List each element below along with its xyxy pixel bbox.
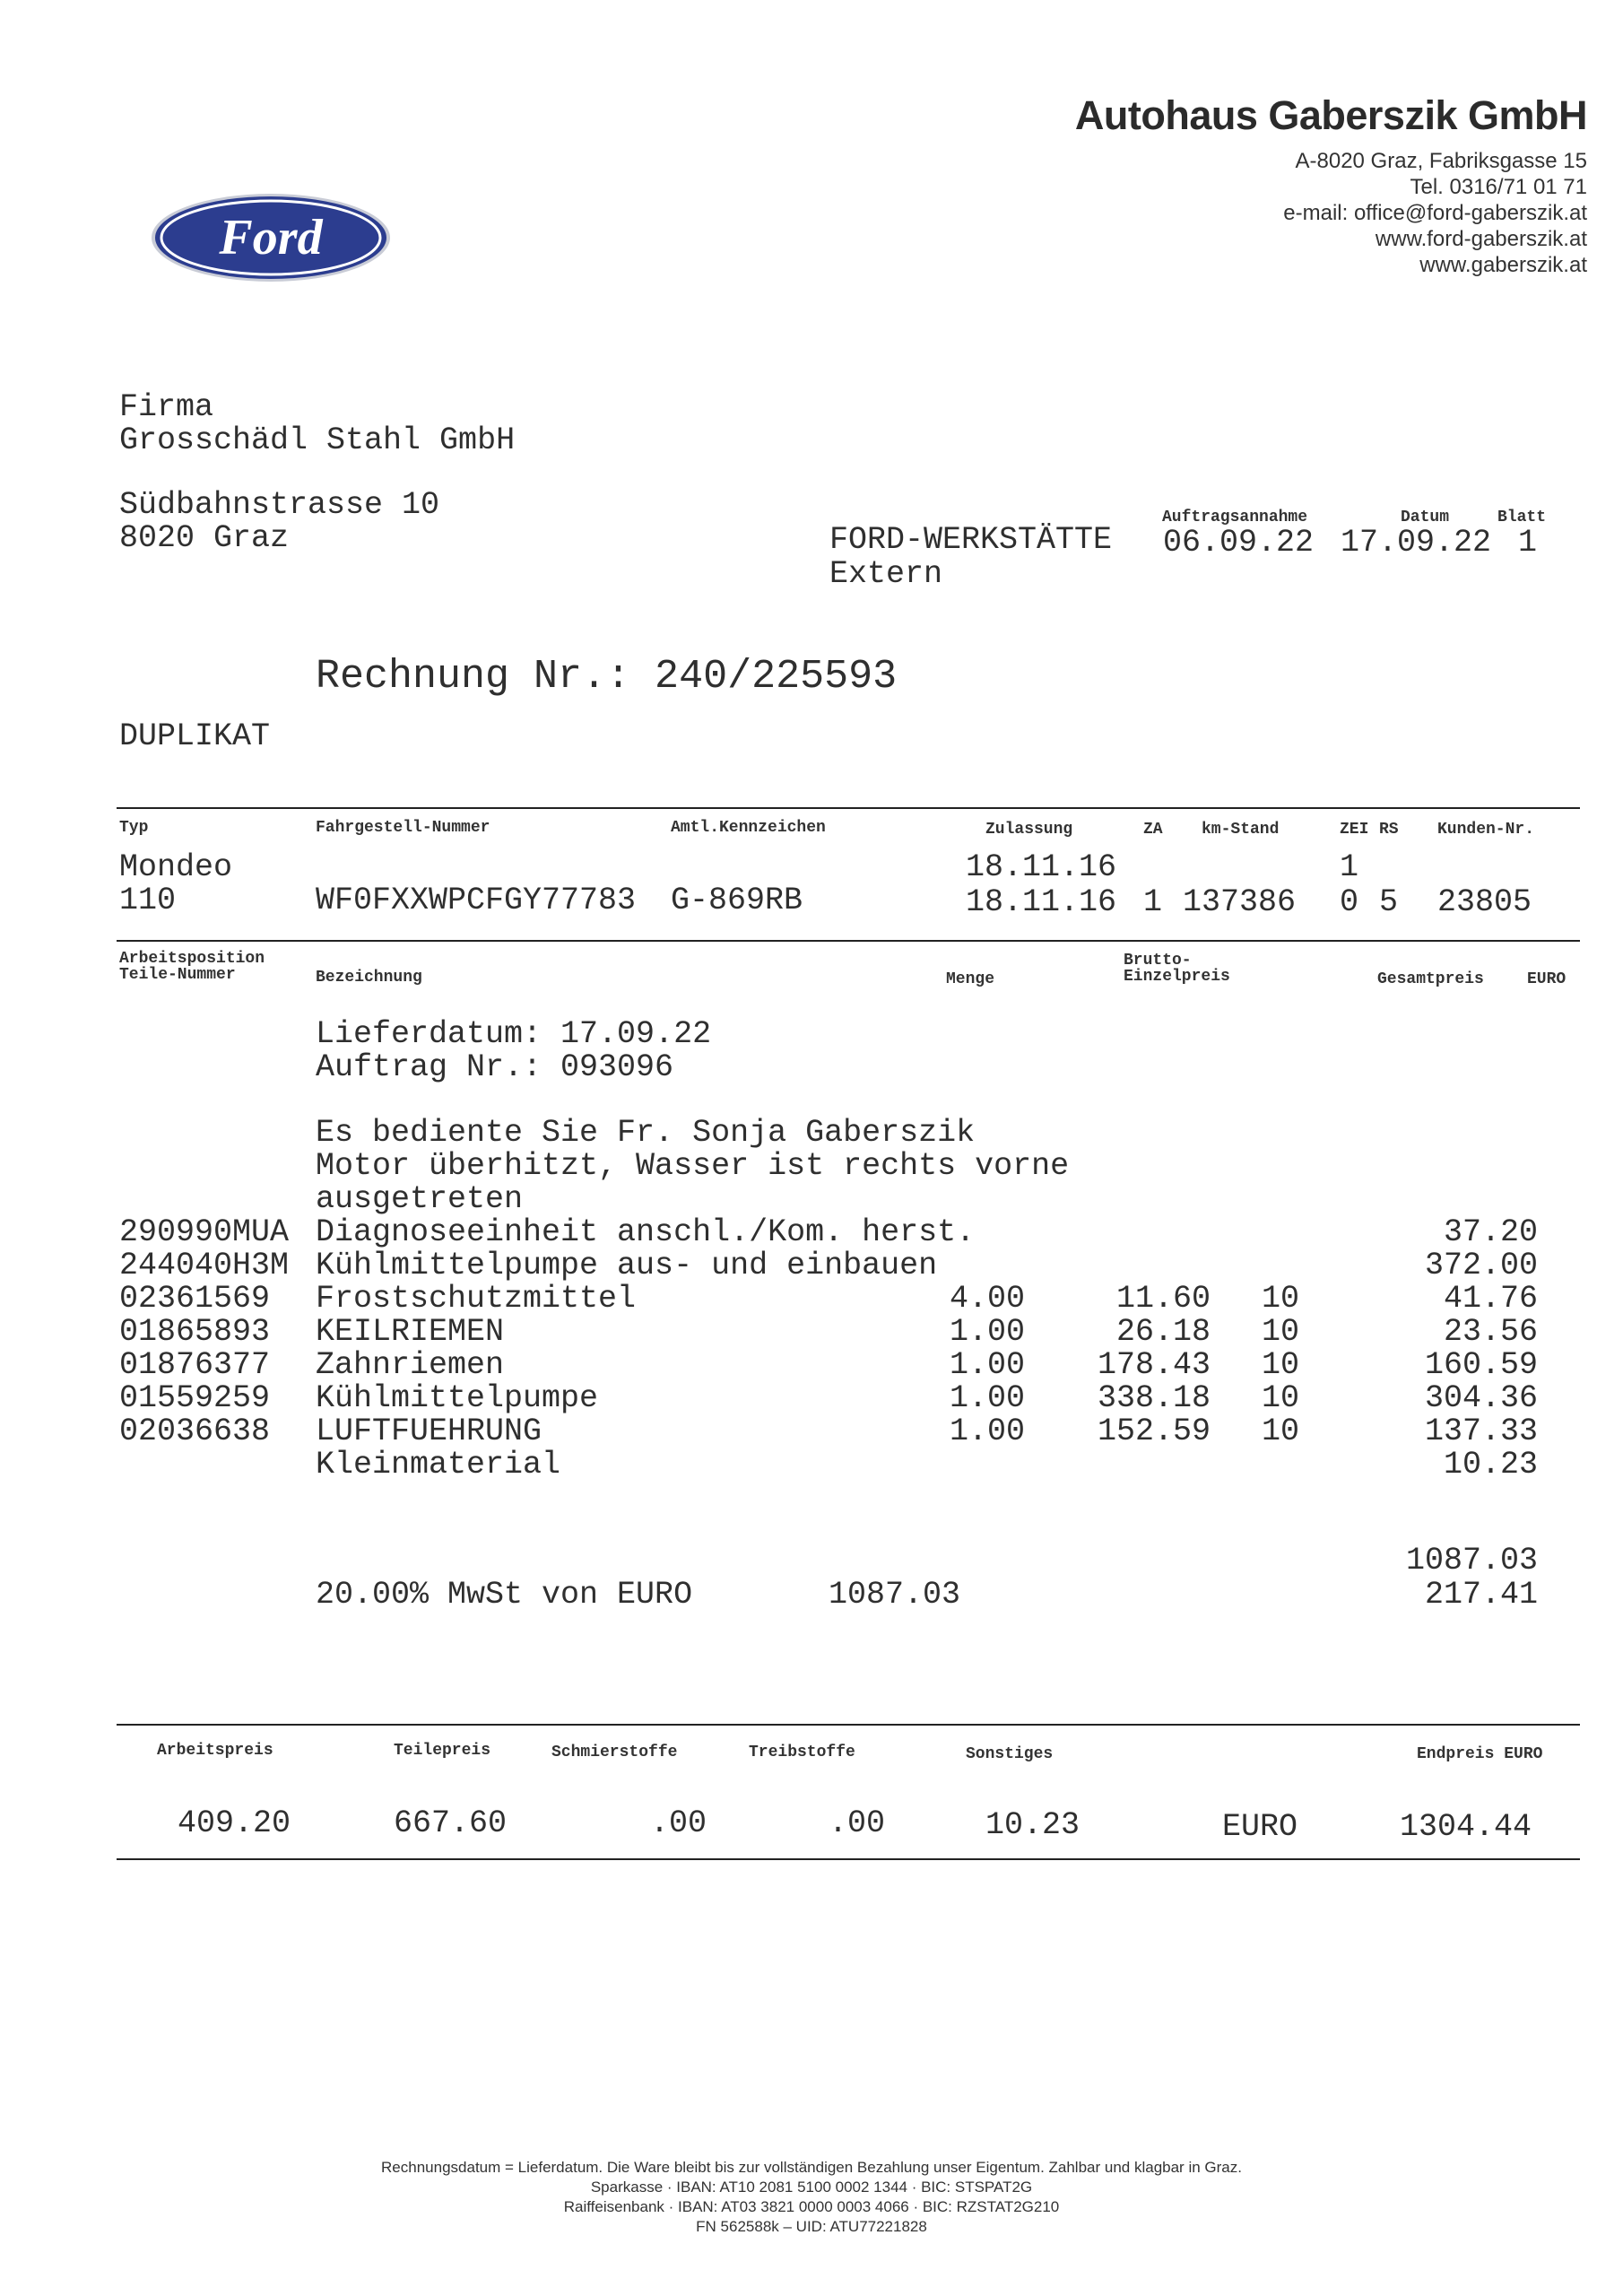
- problem-description-1: Motor überhitzt, Wasser ist rechts vorne: [316, 1148, 1070, 1184]
- vehicle-model: Mondeo: [119, 849, 233, 885]
- item-total: 41.76: [1443, 1281, 1538, 1317]
- vehicle-zei-1: 1: [1340, 849, 1359, 885]
- col-gesamtpreis: Gesamtpreis: [1377, 970, 1484, 988]
- ford-logo: [149, 191, 393, 284]
- item-quantity: 1.00: [949, 1380, 1025, 1416]
- item-description: Diagnoseeinheit anschl./Kom. herst.: [316, 1214, 976, 1250]
- order-number: Auftrag Nr.: 093096: [316, 1049, 674, 1085]
- item-number: 01559259: [119, 1380, 271, 1416]
- vehicle-registration-2: 18.11.16: [966, 884, 1117, 920]
- recipient-company: Grosschädl Stahl GmbH: [119, 422, 516, 458]
- company-phone: Tel. 0316/71 01 71: [1410, 175, 1587, 199]
- item-number: 02361569: [119, 1281, 271, 1317]
- vehicle-type-code: 110: [119, 883, 177, 918]
- workshop-name: FORD-WERKSTÄTTE: [829, 522, 1113, 558]
- item-total: 372.00: [1424, 1248, 1538, 1283]
- label-arbeitspreis: Arbeitspreis: [157, 1742, 273, 1760]
- label-endpreis: Endpreis EURO: [1417, 1745, 1543, 1763]
- recipient-street: Südbahnstrasse 10: [119, 487, 440, 523]
- summary-arbeitspreis: 409.20: [178, 1805, 291, 1841]
- summary-teilepreis: 667.60: [394, 1805, 508, 1841]
- customer-number: 23805: [1437, 884, 1532, 920]
- label-km-stand: km-Stand: [1202, 821, 1280, 839]
- company-web-1: www.ford-gaberszik.at: [1375, 227, 1587, 251]
- item-quantity: 1.00: [949, 1347, 1025, 1383]
- served-by: Es bediente Sie Fr. Sonja Gaberszik: [316, 1115, 976, 1151]
- duplicate-label: DUPLIKAT: [119, 718, 271, 754]
- item-number: 02036638: [119, 1413, 271, 1449]
- label-typ: Typ: [119, 819, 149, 837]
- vehicle-rs: 5: [1379, 884, 1399, 920]
- item-description: Kleinmaterial: [316, 1447, 561, 1483]
- vat-base: 1087.03: [829, 1577, 961, 1613]
- item-unit-price: 338.18: [1097, 1380, 1211, 1416]
- columns-top-rule: [117, 940, 1580, 942]
- col-brutto: Brutto-: [1124, 952, 1192, 970]
- item-tax-code: 10: [1262, 1380, 1300, 1416]
- item-description: Kühlmittelpumpe: [316, 1380, 599, 1416]
- item-unit-price: 11.60: [1115, 1281, 1211, 1317]
- item-quantity: 4.00: [949, 1281, 1025, 1317]
- summary-treibstoffe: .00: [829, 1805, 886, 1841]
- item-unit-price: 26.18: [1115, 1314, 1211, 1350]
- col-euro: EURO: [1527, 970, 1567, 988]
- label-rs: RS: [1379, 821, 1399, 839]
- footer-bank-1: Sparkasse · IBAN: AT10 2081 5100 0002 1344 · BIC: STSPAT2G: [590, 2179, 1033, 2196]
- vehicle-km: 137386: [1183, 884, 1297, 920]
- recipient-line-1: Firma: [119, 389, 214, 425]
- vehicle-top-rule: [117, 807, 1580, 809]
- item-description: LUFTFUEHRUNG: [316, 1413, 542, 1449]
- item-number: 01865893: [119, 1314, 271, 1350]
- recipient-city: 8020 Graz: [119, 520, 290, 556]
- summary-endpreis: 1304.44: [1400, 1809, 1532, 1845]
- col-einzelpreis: Einzelpreis: [1124, 968, 1230, 986]
- net-total: 1087.03: [1405, 1543, 1538, 1578]
- label-kennzeichen: Amtl.Kennzeichen: [671, 819, 826, 837]
- footer-terms: Rechnungsdatum = Lieferdatum. Die Ware bleibt bis zur vollständigen Bezahlung unser Eigentum. Zahlbar und klagbar in Graz.: [381, 2159, 1242, 2176]
- label-datum: Datum: [1401, 509, 1450, 526]
- summary-schmierstoffe: .00: [650, 1805, 707, 1841]
- workshop-type: Extern: [829, 556, 943, 592]
- item-tax-code: 10: [1262, 1347, 1300, 1383]
- item-unit-price: 152.59: [1097, 1413, 1211, 1449]
- label-sonstiges: Sonstiges: [966, 1745, 1054, 1763]
- item-description: Zahnriemen: [316, 1347, 505, 1383]
- label-auftragsannahme: Auftragsannahme: [1162, 509, 1308, 526]
- vehicle-zei-2: 0: [1340, 884, 1359, 920]
- col-bezeichnung: Bezeichnung: [316, 969, 422, 987]
- summary-currency: EURO: [1222, 1809, 1298, 1845]
- item-total: 304.36: [1424, 1380, 1538, 1416]
- label-zulassung: Zulassung: [985, 821, 1073, 839]
- auftragsannahme-date: 06.09.22: [1163, 525, 1315, 561]
- item-total: 10.23: [1443, 1447, 1538, 1483]
- item-quantity: 1.00: [949, 1413, 1025, 1449]
- item-unit-price: 178.43: [1097, 1347, 1211, 1383]
- summary-sonstiges: 10.23: [985, 1807, 1081, 1843]
- invoice-date: 17.09.22: [1341, 525, 1492, 561]
- label-kunden-nr: Kunden-Nr.: [1437, 821, 1535, 839]
- vat-amount: 217.41: [1424, 1577, 1538, 1613]
- summary-top-rule: [117, 1724, 1580, 1726]
- delivery-date: Lieferdatum: 17.09.22: [316, 1016, 712, 1052]
- label-teilepreis: Teilepreis: [394, 1742, 491, 1760]
- item-description: Kühlmittelpumpe aus- und einbauen: [316, 1248, 938, 1283]
- footer-bank-2: Raiffeisenbank · IBAN: AT03 3821 0000 0003 4066 · BIC: RZSTAT2G210: [563, 2198, 1060, 2215]
- item-tax-code: 10: [1262, 1281, 1300, 1317]
- col-arbeitsposition: Arbeitsposition: [119, 950, 265, 968]
- problem-description-2: ausgetreten: [316, 1181, 524, 1217]
- item-tax-code: 10: [1262, 1413, 1300, 1449]
- item-total: 37.20: [1443, 1214, 1538, 1250]
- sheet-number: 1: [1518, 525, 1538, 561]
- invoice-title: Rechnung Nr.: 240/225593: [316, 654, 898, 700]
- item-description: Frostschutzmittel: [316, 1281, 637, 1317]
- col-menge: Menge: [946, 970, 995, 988]
- company-email: e-mail: office@ford-gaberszik.at: [1283, 201, 1587, 225]
- vehicle-registration-1: 18.11.16: [966, 849, 1117, 885]
- item-number: 290990MUA: [119, 1214, 290, 1250]
- vat-label: 20.00% MwSt von EURO: [316, 1577, 693, 1613]
- item-quantity: 1.00: [949, 1314, 1025, 1350]
- summary-bottom-rule: [117, 1858, 1580, 1860]
- label-blatt: Blatt: [1497, 509, 1547, 526]
- company-name: Autohaus Gaberszik GmbH: [1074, 92, 1587, 138]
- vehicle-za: 1: [1143, 884, 1163, 920]
- item-total: 160.59: [1424, 1347, 1538, 1383]
- label-zei: ZEI: [1340, 821, 1369, 839]
- item-number: 244040H3M: [119, 1248, 290, 1283]
- label-fahrgestell: Fahrgestell-Nummer: [316, 819, 490, 837]
- item-total: 23.56: [1443, 1314, 1538, 1350]
- label-schmierstoffe: Schmierstoffe: [551, 1744, 678, 1761]
- item-tax-code: 10: [1262, 1314, 1300, 1350]
- vehicle-vin: WF0FXXWPCFGY77783: [316, 883, 637, 918]
- footer-registration: FN 562588k – UID: ATU77221828: [696, 2218, 927, 2235]
- company-web-2: www.gaberszik.at: [1419, 253, 1587, 277]
- item-number: 01876377: [119, 1347, 271, 1383]
- label-treibstoffe: Treibstoffe: [749, 1744, 855, 1761]
- vehicle-plate: G-869RB: [671, 883, 803, 918]
- company-address: A-8020 Graz, Fabriksgasse 15: [1295, 149, 1587, 173]
- label-za: ZA: [1143, 821, 1163, 839]
- item-description: KEILRIEMEN: [316, 1314, 505, 1350]
- col-teile-nummer: Teile-Nummer: [119, 966, 236, 984]
- ford-logo-text: Ford: [219, 210, 323, 265]
- item-total: 137.33: [1424, 1413, 1538, 1449]
